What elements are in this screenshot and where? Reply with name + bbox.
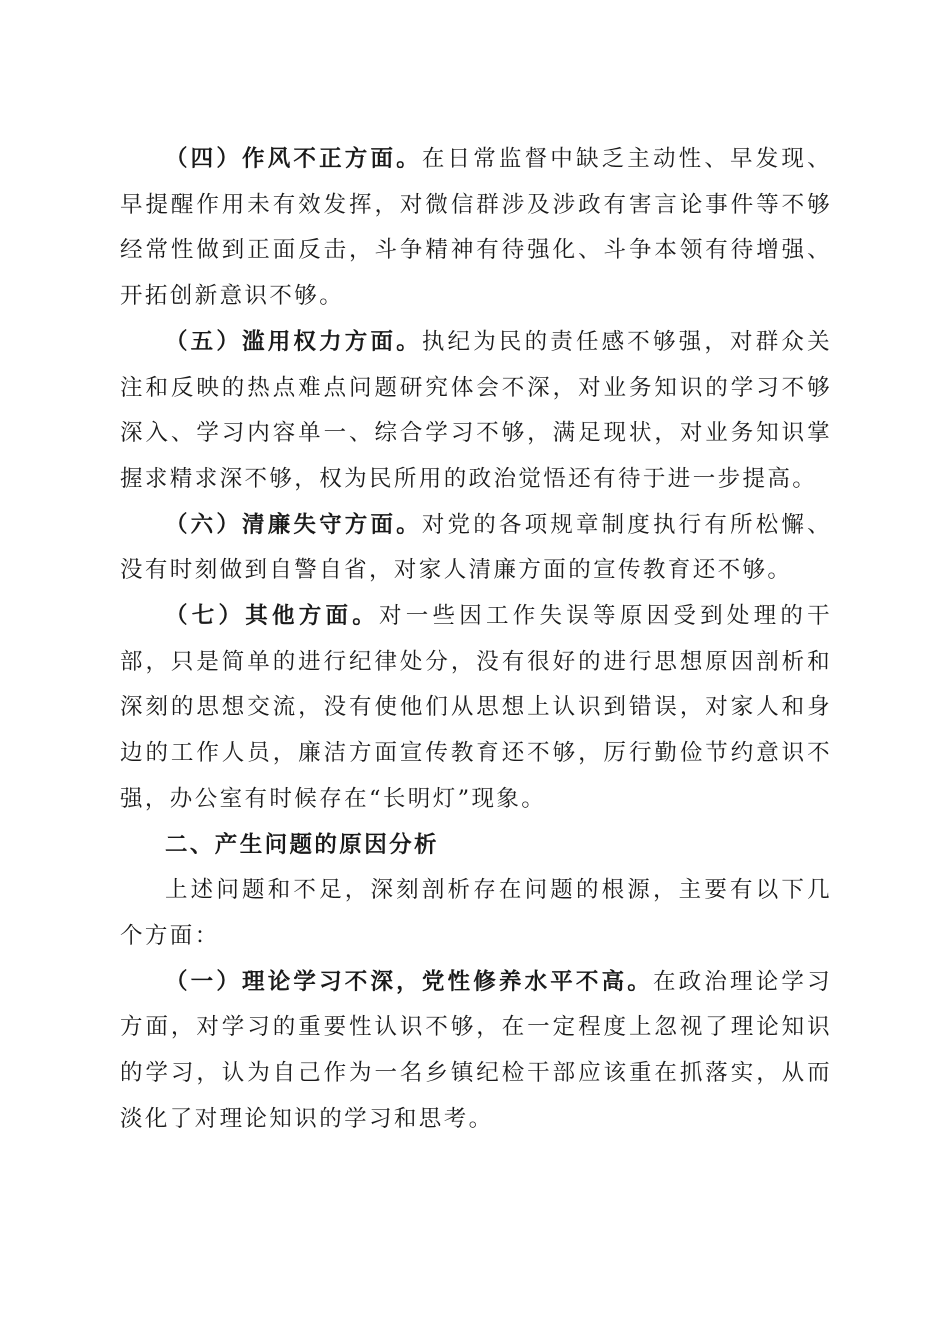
paragraph-text: 执纪为民的责任感不够强，对群众关注和反映的热点难点问题研究体会不深，对业务知识的学习不够深入、学习内容单一、综合学习不够，满足现状，对业务知识掌握求精求深不够，权为民所用的政治觉悟还有待于进一步提高。: [120, 328, 832, 492]
paragraph-integrity: [120, 503, 832, 594]
paragraph-lead: （一）理论学习不深，党性修养水平不高。: [165, 968, 653, 995]
paragraph-power-abuse: [120, 320, 832, 503]
paragraph-style-issues: [120, 137, 832, 320]
paragraph-lead: （六）清廉失守方面。: [165, 511, 422, 538]
paragraph-text: 在政治理论学习方面，对学习的重要性认识不够，在一定程度上忽视了理论知识的学习，认为自己作为一名乡镇纪检干部应该重在抓落实，从而淡化了对理论知识的学习和思考。: [120, 968, 832, 1132]
paragraph-text: 在日常监督中缺乏主动性、早发现、早提醒作用未有效发挥，对微信群涉及涉政有害言论事件等不够经常性做到正面反击，斗争精神有待强化、斗争本领有待增强、开拓创新意识不够。: [120, 146, 832, 310]
paragraph-text: 对党的各项规章制度执行有所松懈、没有时刻做到自警自省，对家人清廉方面的宣传教育还不够。: [120, 511, 832, 584]
document-body: [120, 137, 832, 1142]
paragraph-other: [120, 594, 832, 823]
paragraph-lead: （五）滥用权力方面。: [165, 328, 422, 355]
paragraph-cause-theory: [120, 960, 832, 1143]
paragraph-text: 对一些因工作失误等原因受到处理的干部，只是简单的进行纪律处分，没有很好的进行思想原因剖析和深刻的思想交流，没有使他们从思想上认识到错误，对家人和身边的工作人员，廉洁方面宣传教育还不够，厉行勤俭节约意识不强，办公室有时候存在“长明灯”现象。: [120, 603, 832, 812]
section-heading: 二、产生问题的原因分析: [165, 831, 439, 858]
paragraph-lead: （七）其他方面。: [165, 603, 380, 630]
paragraph-intro: 上述问题和不足，深刻剖析存在问题的根源，主要有以下几个方面：: [120, 877, 832, 949]
paragraph-lead: （四）作风不正方面。: [165, 146, 422, 172]
